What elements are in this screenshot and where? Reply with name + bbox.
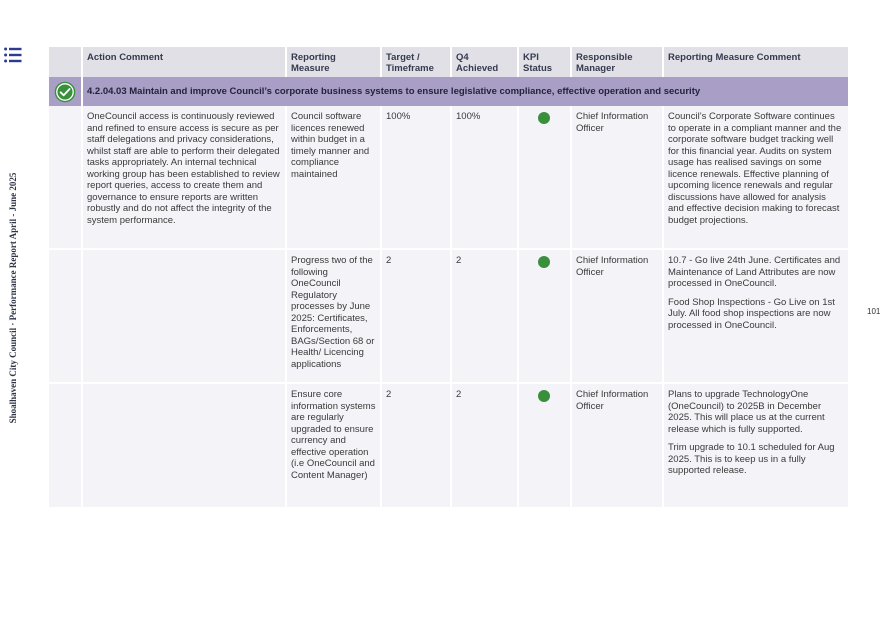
table-row <box>49 383 848 508</box>
header-reporting-measure: Reporting Measure <box>286 47 381 77</box>
measure-comment-cell <box>663 106 848 249</box>
measure-comment-cell <box>663 249 848 383</box>
check-circle-icon <box>54 81 76 103</box>
action-comment-cell <box>82 249 286 383</box>
reporting-measure-cell: Council software licences renewed within budget in a timely manner and compliance maintained <box>286 106 381 249</box>
row-icon-cell <box>49 106 82 249</box>
header-q4-achieved: Q4 Achieved <box>451 47 518 77</box>
report-title-text: Shoalhaven City Council · Performance Report April - June 2025 <box>8 172 18 424</box>
responsible-manager-cell: Chief Information Officer <box>571 249 663 383</box>
kpi-status-cell <box>518 106 571 249</box>
row-icon-cell <box>49 383 82 508</box>
header-icon-column <box>49 47 82 77</box>
table-row <box>49 106 848 249</box>
q4-achieved-cell: 2 <box>451 383 518 508</box>
measure-comment-text: Trim upgrade to 10.1 scheduled for Aug 2025. This is to keep us in a fully supported release. <box>668 442 835 476</box>
action-comment-cell <box>82 383 286 508</box>
status-dot-icon <box>538 112 550 124</box>
measure-comment-text: Plans to upgrade TechnologyOne (OneCouncil) to 2025B in December 2025. This will place us at the current release which is fully supported. <box>668 389 825 435</box>
q4-achieved-cell: 100% <box>451 106 518 249</box>
kpi-status-cell <box>518 383 571 508</box>
status-dot-icon <box>538 390 550 402</box>
reporting-measure-cell: Ensure core information systems are regularly upgraded to ensure currency and effective operation (i.e OneCouncil and Content Manager) <box>286 383 381 508</box>
reporting-measure-cell: Progress two of the following OneCouncil Regulatory processes by June 2025: Certificates, Enforcements, BAGs/Section 68 or Health/ Licencing applications <box>286 249 381 383</box>
page-number: 101 <box>867 307 881 316</box>
performance-table <box>49 47 848 509</box>
header-responsible-manager: Responsible Manager <box>571 47 663 77</box>
row-icon-cell <box>49 249 82 383</box>
section-status-cell <box>49 77 82 106</box>
target-cell: 2 <box>381 249 451 383</box>
list-menu-icon[interactable] <box>4 47 22 63</box>
section-title: 4.2.04.03 Maintain and improve Council’s corporate business systems to ensure legislative compliance, effective operation and security <box>82 77 848 106</box>
status-dot-icon <box>538 256 550 268</box>
measure-comment-text: Council’s Corporate Software continues to operate in a compliant manner and the corporate software budget tracking well for this financial year. Audits on system usage has realised savings on some licence renewals. Effective planning of upcoming licence renewals and regular discussions have allowed for analysis and effective decision making to forecast budget projections. <box>668 111 842 226</box>
table-row <box>49 249 848 383</box>
target-cell: 100% <box>381 106 451 249</box>
header-action-comment: Action Comment <box>82 47 286 77</box>
section-row <box>49 77 848 106</box>
measure-comment-cell <box>663 383 848 508</box>
header-target: Target / Timeframe <box>381 47 451 77</box>
responsible-manager-cell: Chief Information Officer <box>571 106 663 249</box>
header-kpi-status: KPI Status <box>518 47 571 77</box>
kpi-status-cell <box>518 249 571 383</box>
measure-comment-text: Food Shop Inspections - Go Live on 1st July. All food shop inspections are now processed in OneCouncil. <box>668 296 835 331</box>
responsible-manager-cell: Chief Information Officer <box>571 383 663 508</box>
q4-achieved-cell: 2 <box>451 249 518 383</box>
table-header-row <box>49 47 848 77</box>
action-comment-cell: OneCouncil access is continuously reviewed and refined to ensure access is secure as per staff delegations and privacy considerations, whilst staff are able to perform their delegated tasks appropriately. An internal technical working group has been established to review report queries, access to create them and governance to ensure reports are written robustly and do not affect the integrity of the system performance. <box>82 106 286 249</box>
target-cell: 2 <box>381 383 451 508</box>
header-measure-comment: Reporting Measure Comment <box>663 47 848 77</box>
measure-comment-text: 10.7 - Go live 24th June. Certificates and Maintenance of Land Attributes are now processed in OneCouncil. <box>668 255 841 289</box>
